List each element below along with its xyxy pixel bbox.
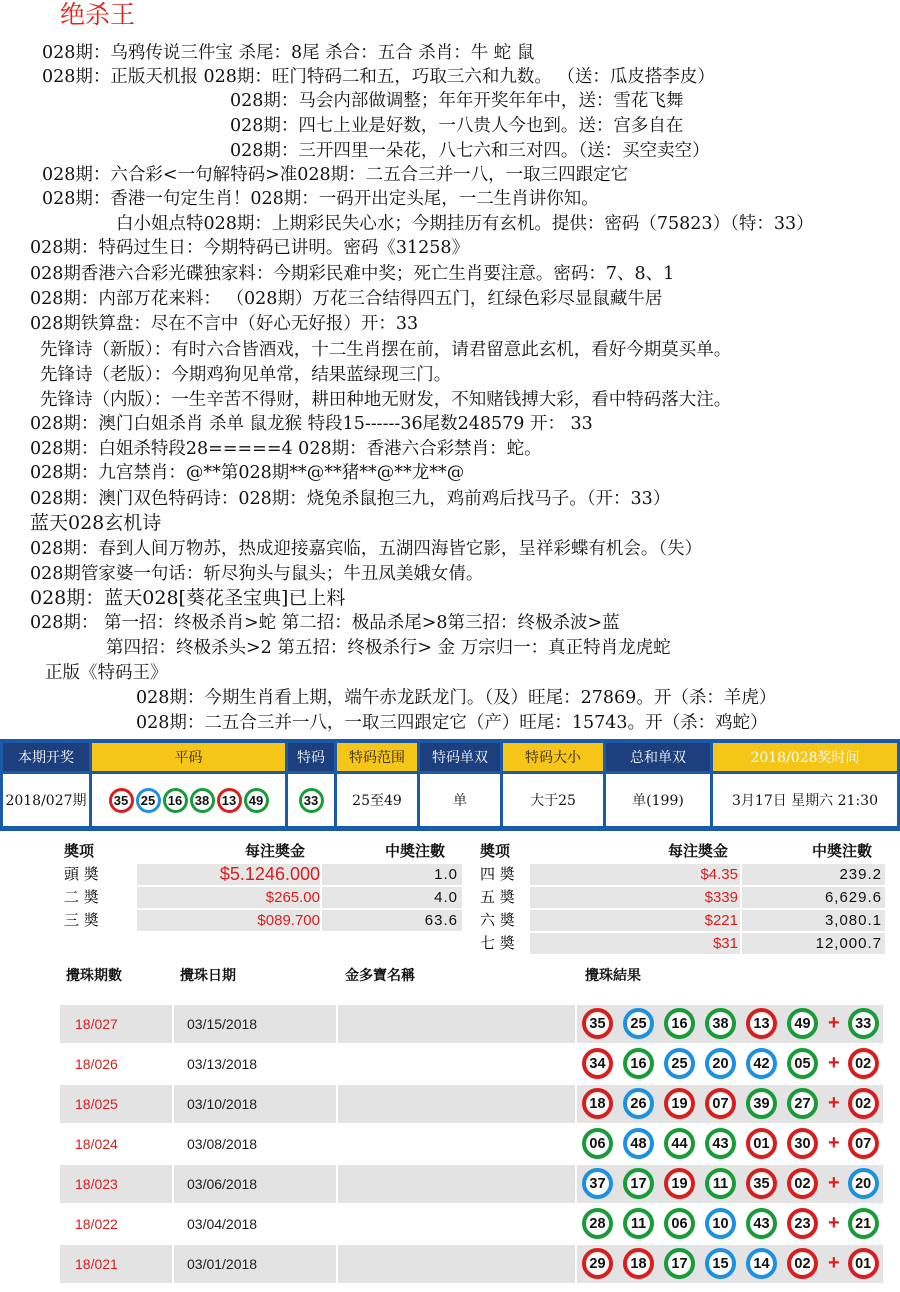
lottery-ball: 01	[848, 1248, 879, 1279]
lottery-ball: 16	[664, 1008, 695, 1039]
tip-line: 第四招：终极杀头>2 第五招：终极杀行> 金 万宗归一：真正特肖龙虎蛇	[106, 638, 671, 658]
column-divider	[172, 1205, 174, 1243]
lottery-ball: 25	[136, 788, 161, 813]
history-row	[60, 1205, 883, 1243]
lottery-ball: 49	[244, 788, 269, 813]
lottery-ball: 13	[217, 788, 242, 813]
lottery-ball: 42	[746, 1048, 777, 1079]
lottery-ball: 18	[623, 1248, 654, 1279]
lottery-ball: 33	[299, 788, 324, 813]
tip-line: 028期：马会内部做调整；年年开奖年年中，送：雪花飞舞	[230, 91, 684, 111]
lottery-ball: 01	[746, 1128, 777, 1159]
prize-name: 頭 奬	[64, 865, 99, 883]
lottery-ball: 35	[582, 1008, 613, 1039]
tip-line: 028期管家婆一句话：斩尽狗头与鼠头；牛丑凤美娥女倩。	[30, 564, 484, 584]
history-period: 18/026	[75, 1056, 118, 1072]
plus-sign: +	[828, 1252, 840, 1274]
lottery-ball: 37	[582, 1168, 613, 1199]
next-draw-time: 3月17日 星期六 21:30	[713, 774, 897, 826]
special-range: 25至49	[337, 774, 417, 826]
lottery-ball: 29	[582, 1248, 613, 1279]
lottery-ball: 11	[705, 1168, 736, 1199]
lottery-ball: 25	[623, 1008, 654, 1039]
plus-sign: +	[828, 1212, 840, 1234]
column-divider	[172, 1005, 174, 1043]
prize-header-count: 中奬注數	[812, 842, 873, 860]
lottery-ball: 43	[746, 1208, 777, 1239]
lottery-ball: 19	[664, 1088, 695, 1119]
history-period: 18/027	[75, 1016, 118, 1032]
history-header-result: 攪珠結果	[585, 968, 641, 984]
lottery-ball: 25	[664, 1048, 695, 1079]
column-divider	[172, 1245, 174, 1283]
draw-result-table	[0, 739, 900, 831]
column-divider	[336, 1165, 338, 1203]
tip-line: 028期：九宫禁肖：@**第028期**@**猪**@**龙**@	[30, 463, 465, 483]
history-header-name: 金多寶名稱	[345, 968, 415, 984]
lottery-ball: 02	[787, 1168, 818, 1199]
lottery-ball: 05	[787, 1048, 818, 1079]
history-date: 03/15/2018	[187, 1016, 258, 1032]
tip-line: 028期： 第一招：终极杀肖>蛇 第二招：极品杀尾>8第三招：终极杀波>蓝	[30, 613, 620, 633]
column-divider	[575, 1245, 577, 1283]
header-normal-numbers: 平码	[92, 743, 285, 771]
lottery-ball: 44	[664, 1128, 695, 1159]
history-balls	[582, 1008, 879, 1039]
tip-line: 028期香港六合彩光碟独家料：今期彩民难中奖；死亡生肖要注意。密码：7、8、1	[30, 264, 675, 284]
tip-line: 028期：澳门双色特码诗：028期：烧兔杀鼠抱三九，鸡前鸡后找马子。（开：33）	[30, 489, 671, 509]
prize-header-count: 中奬注數	[385, 842, 446, 860]
header-next-draw-time: 2018/028奖时间	[713, 743, 897, 771]
lottery-ball: 02	[787, 1248, 818, 1279]
lottery-ball: 39	[746, 1088, 777, 1119]
prize-header-name: 奬项	[64, 842, 95, 860]
history-row	[60, 1005, 883, 1043]
plus-sign: +	[828, 1052, 840, 1074]
history-balls	[582, 1128, 879, 1159]
lottery-ball: 21	[848, 1208, 879, 1239]
tip-line: 028期：春到人间万物苏，热成迎接嘉宾临，五湖四海皆它影，呈祥彩蝶有机会。（失）	[30, 539, 703, 559]
prize-amount: $5.1246.000	[219, 864, 320, 884]
history-period: 18/021	[75, 1256, 118, 1272]
history-date: 03/13/2018	[187, 1056, 258, 1072]
lottery-ball: 33	[848, 1008, 879, 1039]
lottery-ball: 10	[705, 1208, 736, 1239]
column-divider	[336, 1125, 338, 1163]
sum-odd-even: 单(199)	[606, 774, 710, 826]
tip-line: 028期：澳门白姐杀肖 杀单 鼠龙猴 特段15------36尾数248579 开： 33	[30, 414, 593, 434]
lottery-ball: 38	[190, 788, 215, 813]
prize-amount: $221	[704, 912, 738, 929]
prize-amount: $4.35	[700, 866, 738, 883]
lottery-ball: 16	[163, 788, 188, 813]
tip-line: 028期：正版天机报 028期：旺门特码二和五，巧取三六和九数。 （送：瓜皮搭李皮）	[42, 67, 715, 87]
lottery-ball: 17	[664, 1248, 695, 1279]
lottery-ball: 02	[848, 1088, 879, 1119]
prize-amount: $339	[704, 889, 738, 906]
lottery-ball: 28	[582, 1208, 613, 1239]
prize-header-amount: 每注奬金	[668, 842, 729, 860]
prize-count: 63.6	[424, 912, 458, 929]
lottery-ball: 27	[787, 1088, 818, 1119]
lottery-ball: 30	[787, 1128, 818, 1159]
tip-line: 028期：今期生肖看上期，端午赤龙跃龙门。（及）旺尾：27869。开（杀：羊虎）	[136, 688, 777, 708]
lottery-ball: 48	[623, 1128, 654, 1159]
column-divider	[172, 1045, 174, 1083]
history-balls	[582, 1168, 879, 1199]
plus-sign: +	[828, 1012, 840, 1034]
prize-count: 1.0	[434, 866, 458, 883]
column-divider	[575, 1045, 577, 1083]
lottery-ball: 18	[582, 1088, 613, 1119]
history-balls	[582, 1088, 879, 1119]
lottery-ball: 15	[705, 1248, 736, 1279]
lottery-ball: 35	[746, 1168, 777, 1199]
lottery-ball: 34	[582, 1048, 613, 1079]
column-divider	[575, 1125, 577, 1163]
column-divider	[575, 1005, 577, 1043]
tip-line: 028期：三开四里一朵花，八七六和三对四。（送：买空卖空）	[230, 141, 710, 161]
special-ball	[288, 774, 334, 826]
lottery-ball: 07	[705, 1088, 736, 1119]
column-divider	[575, 1085, 577, 1123]
lottery-ball: 43	[705, 1128, 736, 1159]
prize-name: 七 奬	[480, 934, 515, 952]
column-divider	[575, 1165, 577, 1203]
lottery-ball: 14	[746, 1248, 777, 1279]
header-big-small: 特码大小	[503, 743, 603, 771]
plus-sign: +	[828, 1092, 840, 1114]
lottery-ball: 06	[582, 1128, 613, 1159]
column-divider	[336, 1045, 338, 1083]
lottery-ball: 20	[848, 1168, 879, 1199]
draw-period: 2018/027期	[3, 774, 89, 826]
tip-line: 028期：二五合三并一八，一取三四跟定它（产）旺尾：15743。开（杀：鸡蛇）	[136, 713, 768, 733]
header-special-range: 特码范围	[337, 743, 417, 771]
history-date: 03/08/2018	[187, 1136, 258, 1152]
header-odd-even: 特码单双	[420, 743, 500, 771]
lottery-ball: 16	[623, 1048, 654, 1079]
lottery-ball: 49	[787, 1008, 818, 1039]
history-date: 03/04/2018	[187, 1216, 258, 1232]
history-header-period: 攪珠期數	[66, 968, 122, 984]
history-row	[60, 1125, 883, 1163]
prize-count: 239.2	[839, 866, 882, 883]
history-header-date: 攪珠日期	[180, 968, 236, 984]
prize-name: 四 奬	[480, 865, 515, 883]
prize-name: 五 奬	[480, 888, 515, 906]
column-divider	[172, 1125, 174, 1163]
history-date: 03/01/2018	[187, 1256, 258, 1272]
plus-sign: +	[828, 1172, 840, 1194]
history-row	[60, 1085, 883, 1123]
prize-amount: $265.00	[265, 889, 320, 906]
tip-line: 028期：蓝天028[葵花圣宝典]已上料	[30, 587, 346, 609]
tip-line: 先锋诗（内版）：一生辛苦不得财，耕田种地无财发，不知赌钱搏大彩，看中特码落大注。	[40, 390, 732, 410]
lottery-ball: 06	[664, 1208, 695, 1239]
lottery-ball: 20	[705, 1048, 736, 1079]
column-divider	[336, 1005, 338, 1043]
lottery-ball: 26	[623, 1088, 654, 1119]
lottery-ball: 11	[623, 1208, 654, 1239]
prize-count: 4.0	[434, 889, 458, 906]
prize-count: 12,000.7	[815, 935, 882, 952]
tip-line: 028期：乌鸦传说三件宝 杀尾：8尾 杀合：五合 杀肖：牛 蛇 鼠	[42, 43, 535, 63]
column-divider	[336, 1085, 338, 1123]
column-divider	[172, 1165, 174, 1203]
section-heading: 蓝天028玄机诗	[30, 512, 162, 534]
lottery-ball: 13	[746, 1008, 777, 1039]
prize-name: 三 奬	[64, 911, 99, 929]
lottery-ball: 17	[623, 1168, 654, 1199]
prize-header-name: 奬项	[480, 842, 511, 860]
column-divider	[172, 1085, 174, 1123]
lottery-ball: 02	[848, 1048, 879, 1079]
lottery-ball: 23	[787, 1208, 818, 1239]
tip-line: 白小姐点特028期：上期彩民失心水；今期挂历有玄机。提供：密码（75823）（特：33）	[116, 214, 814, 234]
prize-name: 六 奬	[480, 911, 515, 929]
header-sum-odd-even: 总和单双	[606, 743, 710, 771]
special-odd-even: 单	[420, 774, 500, 826]
tip-line: 先锋诗（老版）：今期鸡狗见单常，结果蓝绿现三门。	[40, 365, 452, 385]
history-period: 18/025	[75, 1096, 118, 1112]
column-divider	[336, 1205, 338, 1243]
history-balls	[582, 1048, 879, 1079]
lottery-ball: 38	[705, 1008, 736, 1039]
header-current-draw: 本期开奖	[3, 743, 89, 771]
prize-count: 6,629.6	[824, 889, 882, 906]
history-balls	[582, 1248, 879, 1279]
history-period: 18/024	[75, 1136, 118, 1152]
tip-line: 028期铁算盘：尽在不言中（好心无好报）开：33	[30, 314, 419, 334]
tip-line: 028期：白姐杀特段28=====4 028期：香港六合彩禁肖：蛇。	[30, 439, 542, 459]
history-period: 18/023	[75, 1176, 118, 1192]
prize-amount: $31	[712, 935, 738, 952]
header-special-number: 特码	[288, 743, 334, 771]
tip-line: 先锋诗（新版）：有时六合皆酒戏，十二生肖摆在前，请君留意此玄机，看好今期莫买单。	[40, 340, 732, 360]
prize-name: 二 奬	[64, 888, 99, 906]
prize-header-amount: 每注奬金	[245, 842, 306, 860]
tip-line: 028期：香港一句定生肖！028期：一码开出定头尾，一二生肖讲你知。	[42, 189, 599, 209]
plus-sign: +	[828, 1132, 840, 1154]
normal-balls	[92, 774, 285, 826]
lottery-ball: 35	[109, 788, 134, 813]
tip-line: 028期：特码过生日：今期特码已讲明。密码《31258》	[30, 238, 470, 258]
tip-line: 028期：六合彩<一句解特码>准028期：二五合三并一八，一取三四跟定它	[42, 165, 629, 185]
page-title: 绝杀王	[60, 0, 136, 29]
column-divider	[575, 1205, 577, 1243]
history-row	[60, 1045, 883, 1083]
lottery-ball: 19	[664, 1168, 695, 1199]
history-row	[60, 1245, 883, 1283]
history-balls	[582, 1208, 879, 1239]
special-big-small: 大于25	[503, 774, 603, 826]
column-divider	[336, 1245, 338, 1283]
history-period: 18/022	[75, 1216, 118, 1232]
history-date: 03/10/2018	[187, 1096, 258, 1112]
history-row	[60, 1165, 883, 1203]
tip-line: 028期：四七上业是好数，一八贵人今也到。送：宫多自在	[230, 116, 684, 136]
history-date: 03/06/2018	[187, 1176, 258, 1192]
lottery-ball: 07	[848, 1128, 879, 1159]
tip-line: 028期：内部万花来料： （028期）万花三合结得四五门，红绿色彩尽显鼠藏牛居	[30, 289, 663, 309]
prize-count: 3,080.1	[824, 912, 882, 929]
tip-line: 正版《特码王》	[45, 663, 168, 683]
prize-amount: $089.700	[257, 912, 320, 929]
